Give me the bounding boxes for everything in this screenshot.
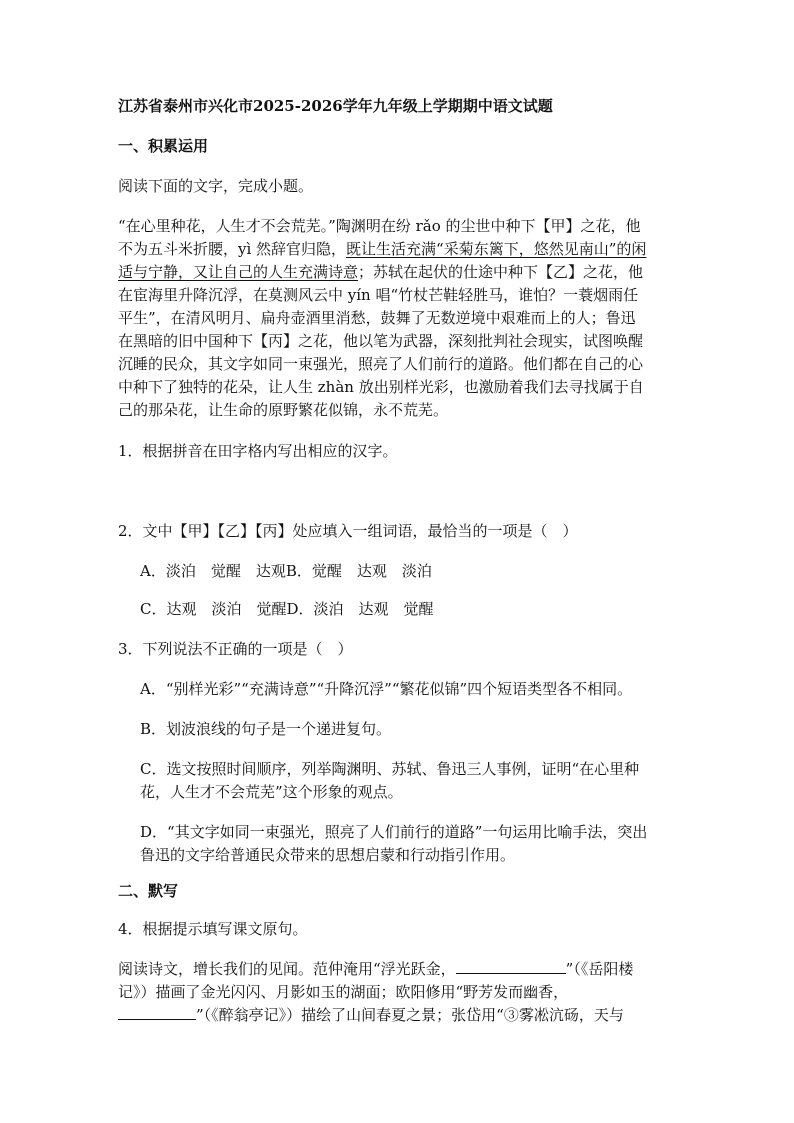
section-heading-1: 一、积累运用 bbox=[118, 137, 209, 155]
question-4: 4．根据提示填写课文原句。 bbox=[118, 920, 308, 938]
question-1: 1．根据拼音在田字格内写出相应的汉字。 bbox=[118, 442, 398, 460]
option-c[interactable]: C．达观 淡泊 觉醒 bbox=[140, 600, 287, 618]
passage-line: 在宦海里升降沉浮，在莫测风云中 yín 唱“竹杖芒鞋轻胜马，谁怕？一蓑烟雨任 bbox=[118, 286, 639, 304]
passage-line: 己的那朵花，让生命的原野繁花似锦，永不荒芜。 bbox=[118, 401, 449, 419]
section-heading-2: 二、默写 bbox=[118, 882, 179, 900]
passage-text: 阅读诗文，增长我们的见闻。范仲淹用“浮光跃金， bbox=[118, 960, 456, 978]
answer-blank[interactable] bbox=[456, 959, 566, 974]
option-d[interactable]: D．“其文字如同一束强光，照亮了人们前行的道路”一句运用比喻手法，突出 bbox=[140, 823, 648, 841]
passage-text: ；苏轼在起伏的仕途中种下【乙】之花，他 bbox=[358, 263, 644, 281]
option-b[interactable]: B．觉醒 达观 淡泊 bbox=[285, 562, 432, 580]
passage-line: 中种下了独特的花朵，让人生 zhàn 放出别样光彩，也激励着我们去寻找属于自 bbox=[118, 378, 644, 396]
document-title: 江苏省泰州市兴化市2025-2026学年九年级上学期期中语文试题 bbox=[118, 97, 553, 115]
passage-line: 沉睡的民众，其文字如同一束强光，照亮了人们前行的道路。他们都在自己的心 bbox=[118, 355, 644, 373]
reading-instruction: 阅读下面的文字，完成小题。 bbox=[118, 177, 314, 195]
fill-in-line bbox=[118, 958, 633, 980]
option-a[interactable]: A．“别样光彩”“充满诗意”“升降沉浮”“繁花似锦”四个短语类型各不相同。 bbox=[140, 680, 633, 698]
passage-line: 平生”，在清风明月、扁舟壶酒里消愁，鼓舞了无数逆境中艰难而上的人；鲁迅 bbox=[118, 309, 636, 327]
passage-text: 不为五斗米折腰，yì 然辞官归隐， bbox=[118, 240, 347, 258]
option-d[interactable]: D．淡泊 达观 觉醒 bbox=[286, 600, 434, 618]
passage-line: “在心里种花，人生才不会荒芜。”陶渊明在纷 rǎo 的尘世中种下【甲】之花，他 bbox=[118, 217, 641, 235]
passage-line bbox=[118, 238, 646, 260]
option-b[interactable]: B．划波浪线的句子是一个递进复句。 bbox=[140, 720, 392, 738]
passage-text: ”（《岳阳楼 bbox=[565, 960, 634, 978]
passage-line bbox=[118, 261, 643, 283]
fill-in-line bbox=[118, 1004, 624, 1026]
option-c[interactable]: C．选文按照时间顺序，列举陶渊明、苏轼、鲁迅三人事例，证明“在心里种 bbox=[140, 760, 640, 778]
option-a[interactable]: A．淡泊 觉醒 达观 bbox=[140, 562, 286, 580]
passage-line: 在黑暗的旧中国种下【丙】之花，他以笔为武器，深刻批判社会现实，试图唤醒 bbox=[118, 332, 644, 350]
option-d-continued[interactable]: 鲁迅的文字给普通民众带来的思想启蒙和行动指引作用。 bbox=[140, 846, 516, 864]
answer-blank[interactable] bbox=[118, 1005, 196, 1020]
wavy-underlined-sentence: 既让生活充满“采菊东篱下，悠然见南山”的闲 bbox=[346, 240, 647, 258]
fill-in-line: 记》）描画了金光闪闪、月影如玉的湖面；欧阳修用“野芳发而幽香， bbox=[118, 983, 569, 1001]
passage-text: ”（《醉翁亭记》）描绘了山间春夏之景；张岱用“③雾凇沆砀，天与 bbox=[196, 1006, 624, 1024]
question-2-options-row-2 bbox=[140, 598, 434, 620]
option-c-continued[interactable]: 花，人生才不会荒芜”这个形象的观点。 bbox=[140, 783, 403, 801]
question-2-options-row-1 bbox=[140, 560, 432, 582]
wavy-underlined-sentence: 适与宁静，又让自己的人生充满诗意 bbox=[118, 263, 359, 281]
question-3: 3．下列说法不正确的一项是（ ） bbox=[118, 640, 353, 658]
answer-grid-area[interactable] bbox=[118, 470, 678, 510]
question-2: 2．文中【甲】【乙】【丙】处应填入一组词语，最恰当的一项是（ ） bbox=[118, 522, 578, 540]
